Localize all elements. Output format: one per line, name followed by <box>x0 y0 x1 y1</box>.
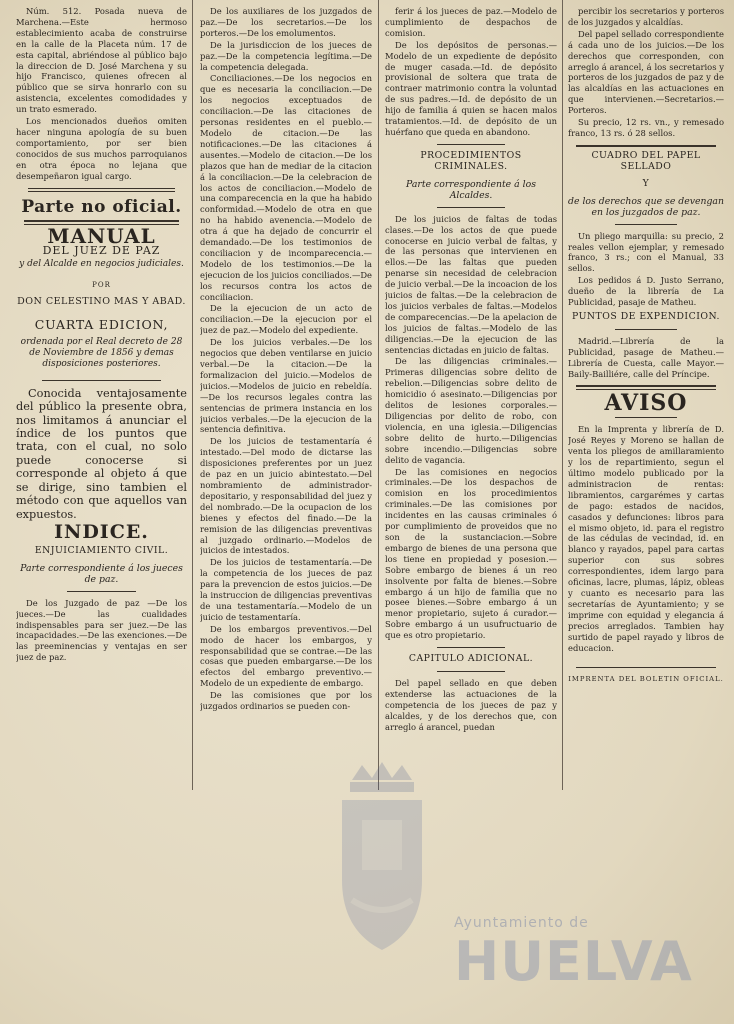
book-subtitle-italic: y del Alcalde en negocios judiciales. <box>19 259 184 270</box>
section-heading: Parte no oficial. <box>21 196 182 217</box>
divider <box>437 144 506 145</box>
section-title: CUADRO DEL PAPEL SELLADO <box>591 149 701 172</box>
author: DON CELESTINO MAS Y ABAD. <box>17 296 186 308</box>
book-title: MANUAL <box>47 224 156 249</box>
section-title: ENJUICIAMIENTO CIVIL. <box>34 544 169 556</box>
divider <box>576 385 716 387</box>
price-paragraph: Un pliego marquilla: su precio, 2 reales vellon ejemplar, y remesado franco, 3 rs.; con el Manual, 33 sellos. <box>568 230 724 274</box>
index-paragraph: De la ejecucion de un acto de conciliacion.—De la ejecucion por el juez de paz.—Modelo del expediente. <box>200 303 372 336</box>
column-rule <box>562 0 563 790</box>
column-rule <box>192 0 193 790</box>
index-paragraph: De los auxiliares de los juzgados de paz.—De los secretarios.—De los porteros.—De los emolumentos. <box>200 6 372 38</box>
section-title: PUNTOS DE EXPENDICION. <box>571 310 720 322</box>
index-paragraph: Del papel sellado correspondiente á cada uno de los juicios.—De los derechos que corresponden, con arreglo á arancel, á los secretarios y porteros de los juzgados de paz y de las alcaldías en las actuaciones en que intervienen.—Secretarios.—Porteros. <box>568 28 724 116</box>
index-paragraph: ferir á los jueces de paz.—Modelo de cumplimiento de despachos de comision. <box>385 6 557 38</box>
divider <box>437 207 506 208</box>
divider <box>24 220 179 222</box>
index-paragraph: De las comisiones en negocios criminales.—De los despachos de comision en los procedimientos criminales.—De las comisiones por incidentes en las causas criminales ó por cumplimiento de proveidos que no son de la sustanciacion.—Sobre embargo de bienes de una persona que los tiene en propiedad y posesion.—Sobre embargo de bienes á un reo insolvente por falta de bienes.—Sobre embargo á un hijo de familia que no posee bienes.—Sobre embargo á un menor propietario, sujeto á curador.—Sobre embargo á un usufructuario de que es otro propietario. <box>385 466 557 641</box>
divider <box>576 145 716 147</box>
divider <box>615 224 677 225</box>
section-connector: Y <box>642 177 650 189</box>
divider <box>437 647 506 648</box>
index-paragraph: De las comisiones que por los juzgados ordinarios se pueden con- <box>200 690 372 712</box>
index-paragraph: De la jurisdiccion de los jueces de paz.—De la competencia legítima.—De la competencia delegada. <box>200 39 372 72</box>
price-paragraph: Su precio, 12 rs. vn., y remesado franco, 13 rs. ó 28 sellos. <box>568 117 724 138</box>
divider <box>615 329 677 330</box>
index-paragraph: De los juicios verbales.—De los negocios que deben ventilarse en juicio verbal.—De la citacion.—De la formalizacion del juicio.—Modelos de juicios.—Modelos de juicio en rebeldía.—De los recursos legales contra las sentencias de primera instancia en los juicios verbales.—De la ejecucion de la sentencia definitiva. <box>200 337 372 435</box>
index-paragraph: De los depósitos de personas.—Modelo de un expediente de depósito de muger casada.—Id. de depósito provisional de soltera que trata de contraer matrimonio contra la voluntad de sus padres.—Id. de depósito de un hijo de familia á quien se hacen malos tratamientos.—Id. de depósito de un huérfano que queda en abandono. <box>385 39 557 137</box>
index-paragraph: percibir los secretarios y porteros de los juzgados y alcaldías. <box>568 6 724 27</box>
index-paragraph: Conciliaciones.—De los negocios en que es necesaria la conciliacion.—De los negocios exceptuados de conciliacion.—De las citaciones de personas residentes en el pueblo.—Modelo de citacion.—De las notificaciones.—De las citaciones á ausentes.—Modelo de citacion.—De los plazos que han de mediar de la citacion á la conciliacion.—De la celebracion de los actos de conciliacion.—Modelo de una comparecencia en la que ha habido conformidad.—Modelo de otra en que no ha habido avenencia.—Modelo de otra á que ha dejado de concurrir el demandado.—De los testimonios de conciliacion y de incomparecencia.—Modelo de los testimonios.—De la ejecucion de los juicios conciliados.—De los recursos contra los actos de conciliacion. <box>200 73 372 302</box>
index-paragraph: De los embargos preventivos.—Del modo de hacer los embargos, y responsabilidad que se contrae.—De las cosas que pueden embargarse.—De los efectos del embargo preventivo.—Modelo de un expediente de embargo. <box>200 623 372 689</box>
watermark-line2: HUELVA <box>454 930 693 993</box>
index-paragraph: De los juicios de faltas de todas clases.—De los actos de que puede conocerse en juicio verbal de faltas, y de las personas que intervienen en ellos.—De las faltas que pueden penarse sin necesidad de celebracion de juicio verbal.—De la incoacion de los juicios de faltas.—De la celebracion de los juicios verbales de faltas.—Modelos de comparecencias.—De la apelacion de los juicios de faltas.—Modelo de las diligencias.—De la ejecucion de las sentencias dictadas en juicio de faltas. <box>385 213 557 355</box>
index-heading: INDICE. <box>54 520 149 543</box>
divider <box>437 671 506 672</box>
coat-of-arms-icon <box>322 760 442 1000</box>
column-4 <box>568 6 724 687</box>
section-title: CAPITULO ADICIONAL. <box>408 653 534 665</box>
index-paragraph: Del papel sellado en que deben extenderse las actuaciones de la competencia de los jueces de paz y alcaldes, y de los derechos que, con arreglo á arancel, puedan <box>385 677 557 732</box>
edition-note: ordenada por el Real decreto de 28 de Noviembre de 1856 y demas disposiciones posteriores. <box>20 336 183 369</box>
orders-paragraph: Los pedidos á D. Justo Serrano, dueño de la librería de La Publicidad, pasaje de Matheu. <box>568 275 724 308</box>
notice-paragraph: En la Imprenta y librería de D. José Reyes y Moreno se hallan de venta los pliegos de amillaramiento y los de repartimiento, segun el último modelo publicado por la administracion de rentas: libramientos, cargarémes y cartas de pago: estados de nacidos, casados y defunciones: libros para el mismo objeto, id. para el registro de las cédulas de vecindad, id. en blanco y rayados, papel para cartas superior con sus sobres correspondientes, idem largo para oficinas, lacre, plumas, lápiz, obleas y cuanto es necesario para las secretarías de Ayuntamiento; y se imprime con equidad y elegancia á precios arreglados. Tambien hay surtido de papel rayado y libros de educacion. <box>568 424 724 653</box>
section-subtitle: Parte correspondiente á los Alcaldes. <box>406 178 536 201</box>
intro-paragraph: Conocida ventajosamente del público la presente obra, nos limitamos á anunciar el índice de los puntos que trata, con el cual, no solo puede conocerse si corresponde al objeto á que se dirige, sino tambien el método con que aquellos van expuestos. <box>16 386 187 521</box>
index-paragraph: De los Juzgado de paz —De los jueces.—De las cualidades indispensables para ser juez.—De las incapacidades.—De las exenciones.—De las preeminencias y ventajas en ser juez de paz. <box>16 597 187 663</box>
divider <box>28 188 175 192</box>
column-3 <box>385 6 557 733</box>
section-subtitle: Parte correspondiente á los jueces de paz. <box>20 562 183 585</box>
divider <box>67 591 135 592</box>
book-subtitle: DEL JUEZ DE PAZ <box>42 244 161 258</box>
printer-credit: IMPRENTA DEL BOLETIN OFICIAL. <box>568 675 724 684</box>
section-subtitle: de los derechos que se devengan en los juzgados de paz. <box>568 195 724 218</box>
index-paragraph: De las diligencias criminales.—Primeras diligencias sobre delito de rebelion.—Diligencias sobre delito de homicidio ó asesinato.—Diligencias por delitos de lesiones corporales.—Diligencias por delito de robo, con violencia, en una iglesia.—Diligencias sobre delito de hurto.—Diligencias sobre incendio.—Diligencias sobre delito de vagancia. <box>385 356 557 465</box>
notice-heading: AVISO <box>604 390 688 417</box>
divider <box>615 417 677 418</box>
notice-posada: Núm. 512. Posada nueva de Marchena.—Este hermoso establecimiento acaba de construirse en la calle de la Placeta núm. 17 de esta capital, abriéndose al público bajo la direccion de D. José Marchena y su hijo Francisco, quienes ofrecen al público que se sirva honrarlo con su asistencia, excelentes comodidades y un trato esmerado. <box>16 6 187 115</box>
divider <box>42 380 162 381</box>
watermark-line1: Ayuntamiento de <box>454 915 589 931</box>
by-label: POR <box>92 281 111 290</box>
section-title: PROCEDIMIENTOS CRIMINALES. <box>420 149 522 172</box>
edition: CUARTA EDICION, <box>34 316 169 332</box>
index-paragraph: De los juicios de testamentaría.—De la competencia de los jueces de paz para la prevencion de estos juicios.—De la instruccion de diligencias preventivas de una testamentaría.—Modelo de un juicio de testamentaría. <box>200 557 372 622</box>
column-rule <box>378 0 379 790</box>
divider <box>576 667 716 668</box>
column-1 <box>16 6 187 664</box>
column-2 <box>200 6 372 713</box>
outlets-paragraph: Madrid.—Librería de la Publicidad, pasage de Matheu.—Librería de Cuesta, calle Mayor.—Baily-Bailliére, calle del Príncipe. <box>568 335 724 379</box>
notice-duenos: Los mencionados dueños omiten hacer ninguna apología de su buen comportamiento, por ser bien conocidos de sus muchos parroquianos en otra época no lejana que desempeñaron igual cargo. <box>16 116 187 181</box>
index-paragraph: De los juicios de testamentaría é intestado.—Del modo de dictarse las disposiciones preferentes por un juez de paz en un juicio abintestato.—Del nombramiento de administrador-depositario, y responsabilidad del juez y del nombrado.—De la ocupacion de los bienes y efectos del finado.—De la remision de las diligencias preventivas al juzgado ordinario.—Modelos de juicios de intestados. <box>200 436 372 556</box>
